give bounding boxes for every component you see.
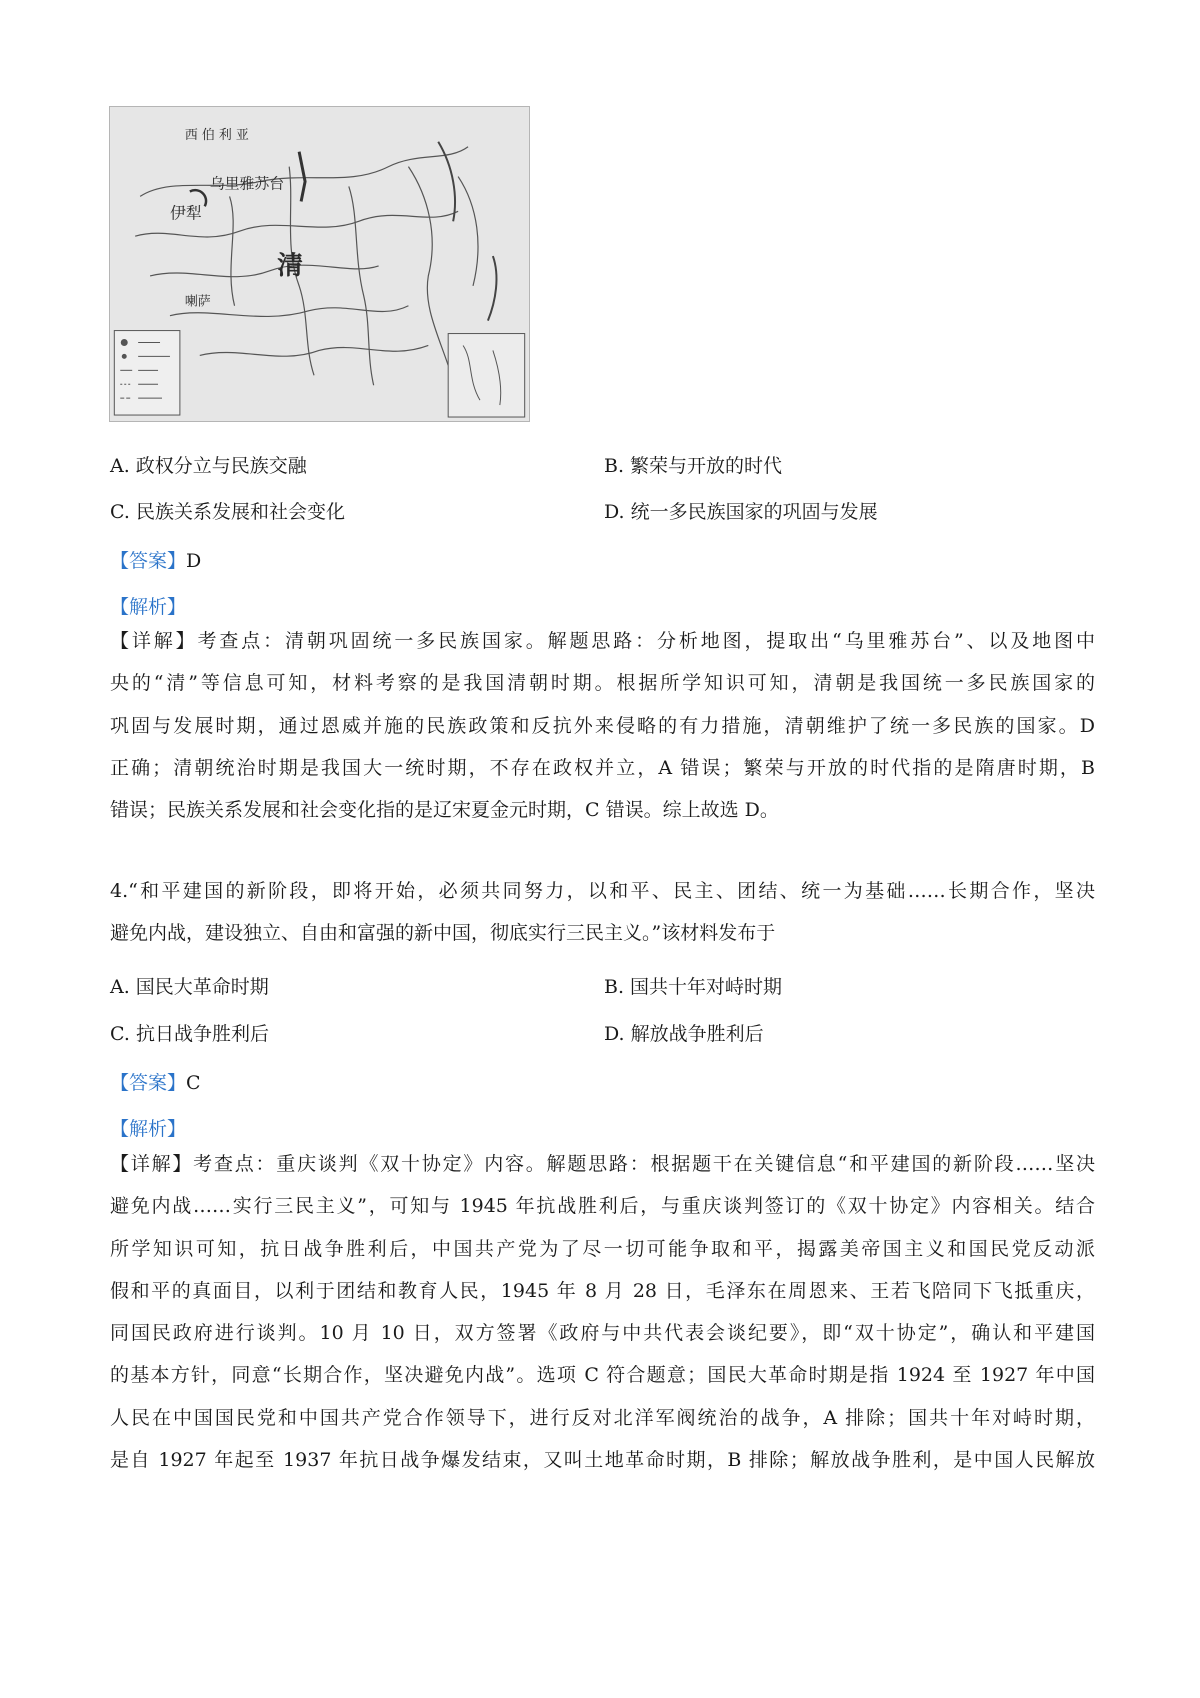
q4-detail-line: 是自 1927 年起至 1937 年抗日战争爆发结束，又叫土地革命时期，B 排除；解放战争胜利，是中国人民解放 (110, 1449, 1095, 1472)
q4-detail (110, 1143, 1095, 1481)
q3-detail-line: 错误；民族关系发展和社会变化指的是辽宋夏金元时期，C 错误。综上故选 D。 (110, 799, 779, 822)
q4-stem (110, 870, 1095, 955)
analysis-tag: 【解析】 (110, 596, 187, 618)
q4-option-d: D. 解放战争胜利后 (604, 1023, 764, 1045)
q4-stem-line: 4.“和平建国的新阶段，即将开始，必须共同努力，以和平、民主、团结、统一为基础……长期合作，坚决 (110, 880, 1095, 902)
answer-tag: 【答案】 (110, 1072, 187, 1094)
answer-tag: 【答案】 (110, 550, 187, 572)
map-label-siberia: 西 伯 利 亚 (184, 127, 249, 143)
q3-detail-line: 正确；清朝统治时期是我国大一统时期，不存在政权并立，A 错误；繁荣与开放的时代指的是隋唐时期，B (110, 756, 1095, 779)
q4-detail-line: 人民在中国国民党和中国共产党合作领导下，进行反对北洋军阀统治的战争，A 排除；国共十年对峙时期， (110, 1406, 1095, 1429)
q4-option-c: C. 抗日战争胜利后 (110, 1023, 269, 1045)
q4-option-b: B. 国共十年对峙时期 (604, 976, 783, 998)
qing-dynasty-map (109, 106, 530, 422)
q3-detail (110, 620, 1095, 831)
answer-value: C (186, 1072, 201, 1094)
detail-tag: 【详解】 (110, 1153, 194, 1175)
q3-detail-line: 央的“清”等信息可知，材料考察的是我国清朝时期。根据所学知识可知，清朝是我国统一多民族国家的 (110, 672, 1095, 695)
q4-detail-line: 【详解】考查点：重庆谈判《双十协定》内容。解题思路：根据题干在关键信息“和平建国的新阶段……坚决 (110, 1153, 1095, 1175)
q3-option-c: C. 民族关系发展和社会变化 (110, 501, 345, 523)
q3-option-b: B. 繁荣与开放的时代 (604, 455, 783, 477)
q4-detail-line: 假和平的真面目，以利于团结和教育人民，1945 年 8 月 28 日，毛泽东在周恩来、王若飞陪同下飞抵重庆， (110, 1279, 1095, 1302)
map-label-qing: 清 (277, 250, 304, 281)
q4-detail-line: 所学知识可知，抗日战争胜利后，中国共产党为了尽一切可能争取和平，揭露美帝国主义和国民党反动派 (110, 1237, 1095, 1260)
detail-tag: 【详解】 (110, 630, 198, 652)
q3-analysis-heading (110, 595, 186, 619)
map-label-tibet: 喇萨 (184, 294, 211, 310)
q4-option-a: A. 国民大革命时期 (110, 976, 269, 998)
q4-stem-line: 避免内战，建设独立、自由和富强的新中国，彻底实行三民主义。”该材料发布于 (110, 922, 776, 945)
answer-value: D (186, 550, 202, 572)
map-label-yili: 伊犁 (169, 203, 202, 223)
map-drawing (110, 107, 529, 421)
q3-option-d: D. 统一多民族国家的巩固与发展 (604, 501, 878, 523)
q4-detail-line: 的基本方针，同意“长期合作，坚决避免内战”。选项 C 符合题意；国民大革命时期是指 1924 至 1927 年中国 (110, 1364, 1095, 1387)
q3-detail-line: 巩固与发展时期，通过恩威并施的民族政策和反抗外来侵略的有力措施，清朝维护了统一多民族的国家。D (110, 714, 1095, 737)
q3-detail-line: 【详解】考查点：清朝巩固统一多民族国家。解题思路：分析地图，提取出“乌里雅苏台”、以及地图中 (110, 630, 1095, 652)
q4-analysis-heading (110, 1117, 186, 1141)
q3-option-a: A. 政权分立与民族交融 (110, 455, 307, 477)
analysis-tag: 【解析】 (110, 1118, 187, 1140)
map-label-uliastai: 乌里雅苏台 (209, 174, 285, 193)
q4-detail-line: 同国民政府进行谈判。10 月 10 日，双方签署《政府与中共代表会谈纪要》，即“双十协定”，确认和平建国 (110, 1322, 1095, 1345)
q4-detail-line: 避免内战……实行三民主义”，可知与 1945 年抗战胜利后，与重庆谈判签订的《双十协定》内容相关。结合 (110, 1195, 1095, 1218)
q4-answer (110, 1071, 201, 1095)
q3-answer (110, 549, 201, 573)
